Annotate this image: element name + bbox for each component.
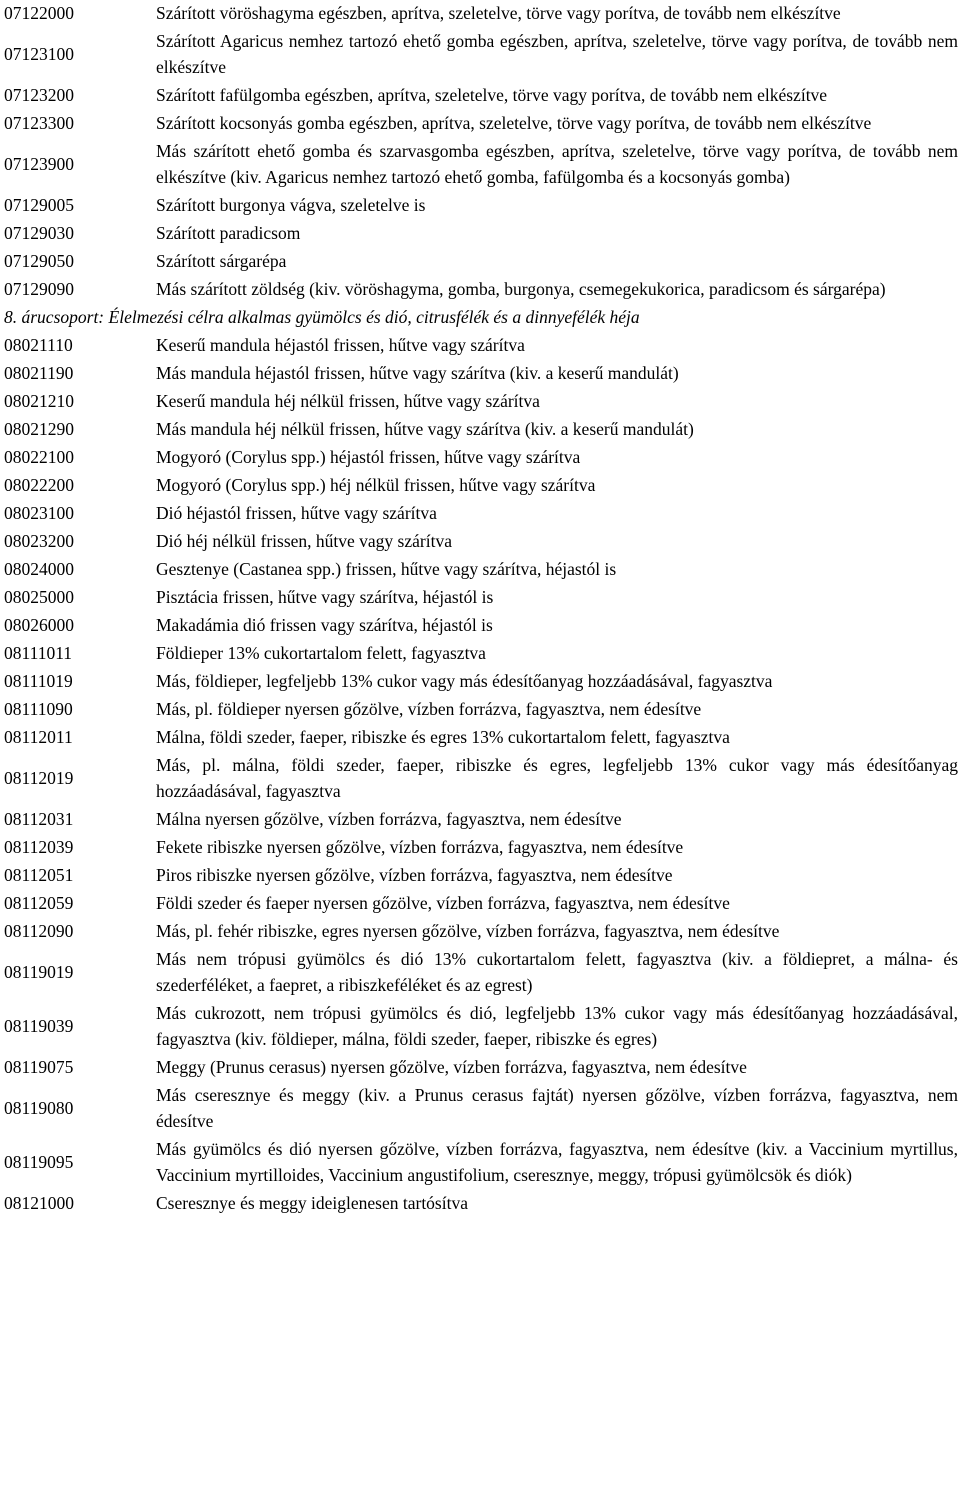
table-row xyxy=(4,28,958,80)
tariff-code: 08112059 xyxy=(4,893,74,913)
product-description: Más cukrozott, nem trópusi gyümölcs és dió, legfeljebb 13% cukor vagy más édesítőanyag hozzáadásával, fagyasztva (kiv. földieper, málna, földi szeder, faeper, ribiszke és egres) xyxy=(156,1003,958,1049)
table-row xyxy=(4,444,958,470)
tariff-code: 07129030 xyxy=(4,223,74,243)
product-description: Más, földieper, legfeljebb 13% cukor vagy más édesítőanyag hozzáadásával, fagyasztva xyxy=(156,671,773,691)
product-description: Szárított vöröshagyma egészben, aprítva, szeletelve, törve vagy porítva, de tovább nem elkészítve xyxy=(156,3,841,23)
table-row xyxy=(4,1190,958,1216)
product-description: Mogyoró (Corylus spp.) héj nélkül frissen, hűtve vagy szárítva xyxy=(156,475,596,495)
product-description: Gesztenye (Castanea spp.) frissen, hűtve vagy szárítva, héjastól is xyxy=(156,559,617,579)
tariff-code: 07123200 xyxy=(4,85,74,105)
table-row xyxy=(4,1136,958,1188)
product-description: Más mandula héj nélkül frissen, hűtve vagy szárítva (kiv. a keserű mandulát) xyxy=(156,419,694,439)
product-description: Pisztácia frissen, hűtve vagy szárítva, héjastól is xyxy=(156,587,494,607)
product-description: Makadámia dió frissen vagy szárítva, héjastól is xyxy=(156,615,493,635)
table-row xyxy=(4,0,958,26)
product-description: Más, pl. földieper nyersen gőzölve, vízben forrázva, fagyasztva, nem édesítve xyxy=(156,699,702,719)
table-row xyxy=(4,752,958,804)
table-row xyxy=(4,472,958,498)
tariff-code: 08119019 xyxy=(4,962,74,982)
tariff-code: 07123900 xyxy=(4,154,74,174)
tariff-code: 08111019 xyxy=(4,671,73,691)
tariff-code: 08112031 xyxy=(4,809,74,829)
table-row xyxy=(4,388,958,414)
product-description: Földi szeder és faeper nyersen gőzölve, vízben forrázva, fagyasztva, nem édesítve xyxy=(156,893,730,913)
tariff-code: 08023200 xyxy=(4,531,74,551)
table-row xyxy=(4,584,958,610)
product-description: Szárított sárgarépa xyxy=(156,251,287,271)
table-row xyxy=(4,946,958,998)
table-row xyxy=(4,332,958,358)
table-row xyxy=(4,528,958,554)
product-description: Földieper 13% cukortartalom felett, fagyasztva xyxy=(156,643,486,663)
product-description: Málna nyersen gőzölve, vízben forrázva, fagyasztva, nem édesítve xyxy=(156,809,622,829)
product-description: Piros ribiszke nyersen gőzölve, vízben forrázva, fagyasztva, nem édesítve xyxy=(156,865,673,885)
product-description: Cseresznye és meggy ideiglenesen tartósítva xyxy=(156,1193,468,1213)
table-row xyxy=(4,724,958,750)
tariff-code: 08112039 xyxy=(4,837,74,857)
tariff-code: 08112051 xyxy=(4,865,74,885)
tariff-code: 07123100 xyxy=(4,44,74,64)
product-description: Más gyümölcs és dió nyersen gőzölve, vízben forrázva, fagyasztva, nem édesítve (kiv. a Vaccinium myrtillus, Vaccinium myrtilloides, Vaccinium angustifolium, cseresznye, meggy, trópusi gyümölcsök és diók) xyxy=(156,1139,958,1185)
tariff-code: 08121000 xyxy=(4,1193,74,1213)
tariff-code: 07122000 xyxy=(4,3,74,23)
product-description: Keserű mandula héj nélkül frissen, hűtve vagy szárítva xyxy=(156,391,540,411)
tariff-code: 08022100 xyxy=(4,447,74,467)
product-description: Más szárított zöldség (kiv. vöröshagyma, gomba, burgonya, csemegekukorica, paradicsom és sárgarépa) xyxy=(156,279,886,299)
group-8-heading: 8. árucsoport: Élelmezési célra alkalmas gyümölcs és dió, citrusfélék és a dinnyefélék héja xyxy=(4,307,640,327)
product-description: Mogyoró (Corylus spp.) héjastól frissen, hűtve vagy szárítva xyxy=(156,447,581,467)
table-row xyxy=(4,806,958,832)
table-row xyxy=(4,890,958,916)
tariff-code: 08111090 xyxy=(4,699,73,719)
product-description: Más szárított ehető gomba és szarvasgomba egészben, aprítva, szeletelve, törve vagy porítva, de tovább nem elkészítve (kiv. Agaricus nemhez tartozó ehető gomba, fafülgomba és a kocsonyás gomba) xyxy=(156,141,958,187)
tariff-code: 08026000 xyxy=(4,615,74,635)
product-description: Szárított fafülgomba egészben, aprítva, szeletelve, törve vagy porítva, de tovább nem elkészítve xyxy=(156,85,828,105)
tariff-code: 07129005 xyxy=(4,195,74,215)
tariff-code: 08112019 xyxy=(4,768,74,788)
group-7-list xyxy=(4,0,958,302)
product-description: Szárított paradicsom xyxy=(156,223,301,243)
tariff-code: 08119095 xyxy=(4,1152,74,1172)
table-row xyxy=(4,834,958,860)
tariff-code: 08021190 xyxy=(4,363,74,383)
tariff-code: 08119080 xyxy=(4,1098,74,1118)
group-8-list xyxy=(4,332,958,1216)
tariff-code: 08119075 xyxy=(4,1057,74,1077)
product-description: Málna, földi szeder, faeper, ribiszke és egres 13% cukortartalom felett, fagyasztva xyxy=(156,727,730,747)
tariff-code: 08025000 xyxy=(4,587,74,607)
table-row xyxy=(4,1000,958,1052)
product-description: Szárított Agaricus nemhez tartozó ehető gomba egészben, aprítva, szeletelve, törve vagy porítva, de tovább nem elkészítve xyxy=(156,31,958,77)
product-description: Fekete ribiszke nyersen gőzölve, vízben forrázva, fagyasztva, nem édesítve xyxy=(156,837,684,857)
table-row xyxy=(4,192,958,218)
tariff-code: 08111011 xyxy=(4,643,73,663)
table-row xyxy=(4,110,958,136)
tariff-code: 08023100 xyxy=(4,503,74,523)
tariff-code: 08112090 xyxy=(4,921,74,941)
table-row xyxy=(4,918,958,944)
table-row xyxy=(4,696,958,722)
table-row xyxy=(4,640,958,666)
table-row xyxy=(4,1054,958,1080)
product-description: Szárított kocsonyás gomba egészben, aprítva, szeletelve, törve vagy porítva, de tovább nem elkészítve xyxy=(156,113,872,133)
tariff-code: 08021210 xyxy=(4,391,74,411)
product-description: Más nem trópusi gyümölcs és dió 13% cukortartalom felett, fagyasztva (kiv. a földiepret, a málna- és szederféléket, a faepret, a ribiszkeféléket és az egrest) xyxy=(156,949,958,995)
table-row xyxy=(4,668,958,694)
table-row xyxy=(4,500,958,526)
product-description: Dió héj nélkül frissen, hűtve vagy szárítva xyxy=(156,531,452,551)
table-row xyxy=(4,248,958,274)
product-description: Más mandula héjastól frissen, hűtve vagy szárítva (kiv. a keserű mandulát) xyxy=(156,363,679,383)
tariff-code: 07129090 xyxy=(4,279,74,299)
table-row xyxy=(4,862,958,888)
table-row xyxy=(4,612,958,638)
product-description: Szárított burgonya vágva, szeletelve is xyxy=(156,195,426,215)
product-description: Más, pl. fehér ribiszke, egres nyersen gőzölve, vízben forrázva, fagyasztva, nem édesítve xyxy=(156,921,780,941)
table-row xyxy=(4,416,958,442)
product-description: Dió héjastól frissen, hűtve vagy szárítva xyxy=(156,503,437,523)
tariff-code: 07123300 xyxy=(4,113,74,133)
table-row xyxy=(4,360,958,386)
table-row xyxy=(4,556,958,582)
product-description: Keserű mandula héjastól frissen, hűtve vagy szárítva xyxy=(156,335,525,355)
tariff-code: 08119039 xyxy=(4,1016,74,1036)
product-description: Más cseresznye és meggy (kiv. a Prunus cerasus fajtát) nyersen gőzölve, vízben forrázva, fagyasztva, nem édesítve xyxy=(156,1085,958,1131)
product-description: Meggy (Prunus cerasus) nyersen gőzölve, vízben forrázva, fagyasztva, nem édesítve xyxy=(156,1057,747,1077)
tariff-code: 08021290 xyxy=(4,419,74,439)
tariff-code: 08022200 xyxy=(4,475,74,495)
tariff-code: 07129050 xyxy=(4,251,74,271)
table-row xyxy=(4,276,958,302)
tariff-code: 08112011 xyxy=(4,727,73,747)
table-row xyxy=(4,82,958,108)
tariff-code: 08024000 xyxy=(4,559,74,579)
table-row xyxy=(4,1082,958,1134)
table-row xyxy=(4,138,958,190)
product-description: Más, pl. málna, földi szeder, faeper, ribiszke és egres, legfeljebb 13% cukor vagy más édesítőanyag hozzáadásával, fagyasztva xyxy=(156,755,958,801)
tariff-code: 08021110 xyxy=(4,335,73,355)
table-row xyxy=(4,220,958,246)
